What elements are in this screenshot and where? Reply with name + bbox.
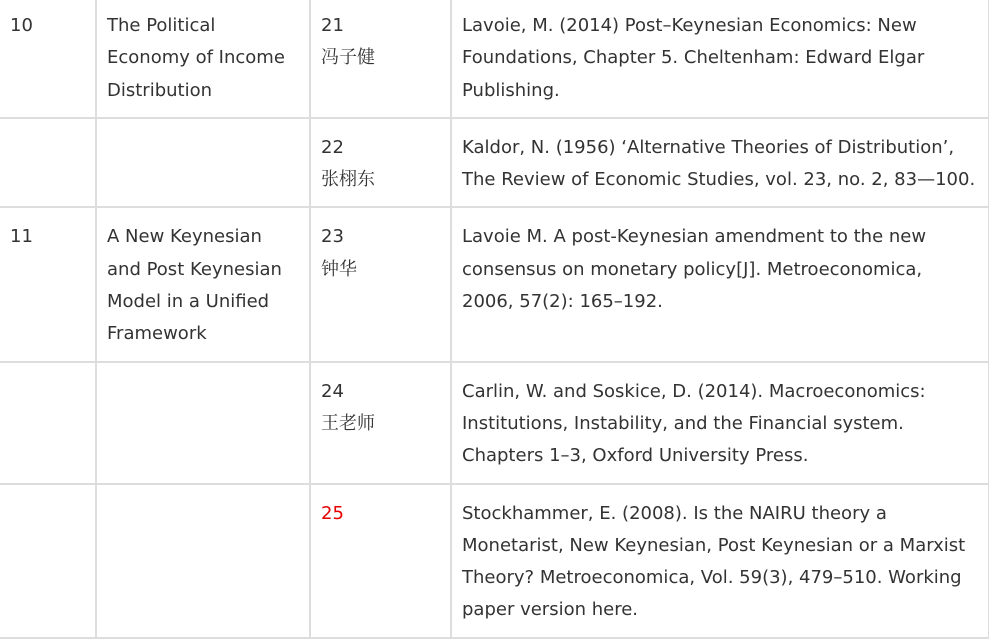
table-row [0,207,989,361]
topic-cell [96,118,310,208]
topic-cell: A New Keynesian and Post Keynesian Model in a Unified Framework [96,207,310,361]
table-row [0,118,989,208]
reading-cell: Lavoie M. A post-Keynesian amendment to the new consensus on monetary policy[J]. Metroeconomica, 2006, 57(2): 165–192. [451,207,989,361]
presenter-name: 钟华 [321,258,357,280]
week-cell: 10 [0,0,96,118]
topic-cell [96,484,310,638]
presenter-name: 张栩东 [321,169,375,191]
week-cell [0,118,96,208]
session-number: 22 [321,136,344,158]
session-cell [310,207,451,361]
session-cell [310,0,451,118]
week-cell [0,362,96,484]
presenter-name: 王老师 [321,412,375,434]
week-cell [0,484,96,638]
session-cell [310,484,451,638]
reading-cell: Lavoie, M. (2014) Post–Keynesian Economics: New Foundations, Chapter 5. Cheltenham: Edward Elgar Publishing. [451,0,989,118]
reading-cell: Stockhammer, E. (2008). Is the NAIRU theory a Monetarist, New Keynesian, Post Keynesian or a Marxist Theory? Metroeconomica, Vol. 59(3), 479–510. Working paper version here. [451,484,989,638]
reading-cell: Carlin, W. and Soskice, D. (2014). Macroeconomics: Institutions, Instability, and the Financial system. Chapters 1–3, Oxford University Press. [451,362,989,484]
session-cell [310,118,451,208]
session-number: 24 [321,380,344,402]
session-number: 23 [321,226,344,248]
table-row [0,362,989,484]
topic-cell [96,362,310,484]
table-row [0,0,989,118]
session-cell [310,362,451,484]
presenter-name: 冯子健 [321,47,375,69]
topic-cell: The Political Economy of Income Distribution [96,0,310,118]
table-row [0,484,989,638]
session-number-highlighted: 25 [321,502,344,524]
session-number: 21 [321,15,344,36]
week-cell: 11 [0,207,96,361]
reading-cell: Kaldor, N. (1956) ‘Alternative Theories of Distribution’, The Review of Economic Studies, vol. 23, no. 2, 83—100. [451,118,989,208]
